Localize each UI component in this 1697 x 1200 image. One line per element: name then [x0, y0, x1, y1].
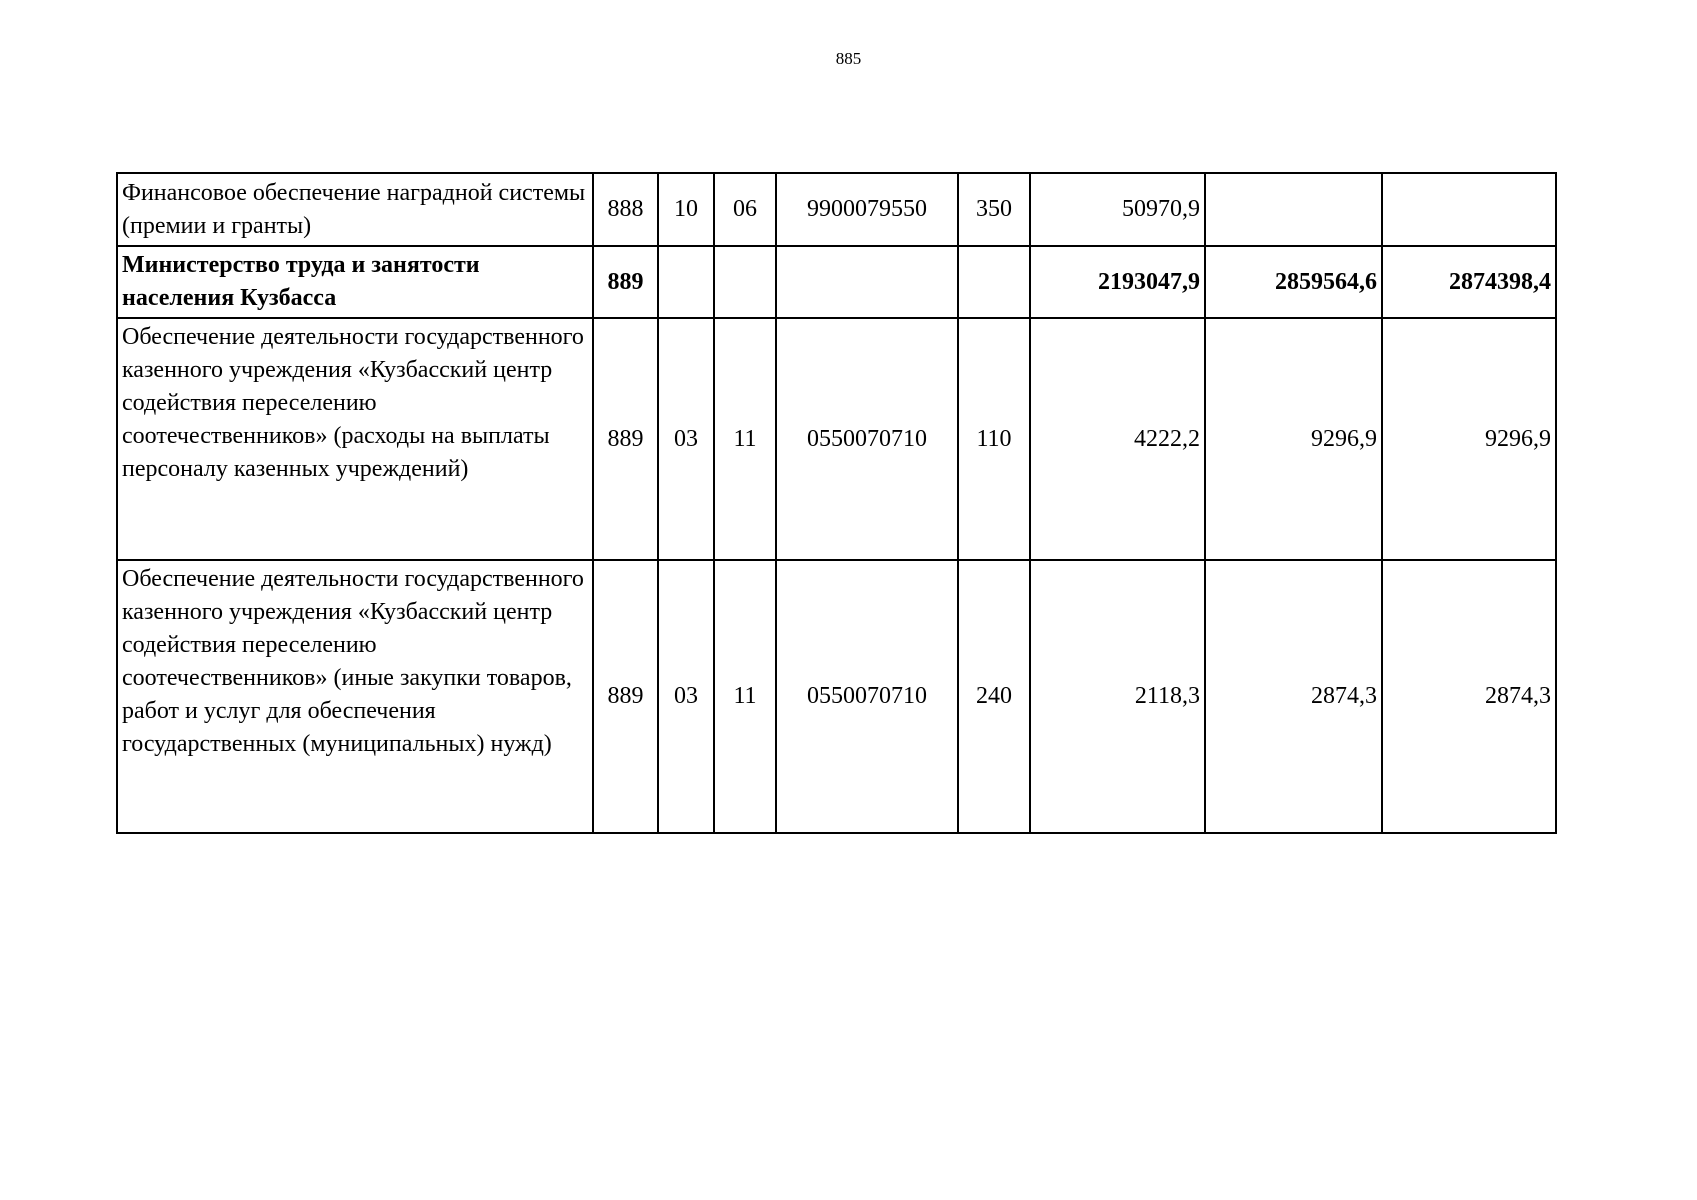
subsection-code: 06 — [714, 173, 776, 246]
amount-year-3: 9296,9 — [1382, 318, 1556, 560]
amount-year-3 — [1382, 173, 1556, 246]
amount-year-2: 2859564,6 — [1205, 246, 1382, 318]
expense-type-code — [958, 246, 1030, 318]
budget-table — [116, 172, 1557, 834]
expense-type-code: 350 — [958, 173, 1030, 246]
section-code: 03 — [658, 318, 714, 560]
grbs-code: 889 — [593, 560, 658, 833]
table-row — [117, 560, 1556, 833]
amount-year-3: 2874,3 — [1382, 560, 1556, 833]
expense-type-code: 110 — [958, 318, 1030, 560]
section-code: 10 — [658, 173, 714, 246]
grbs-code: 888 — [593, 173, 658, 246]
subsection-code: 11 — [714, 318, 776, 560]
subsection-code — [714, 246, 776, 318]
subsection-code: 11 — [714, 560, 776, 833]
row-name: Обеспечение деятельности государственного казенного учреждения «Кузбасский центр содействия переселению соотечественников» (расходы на выплаты персоналу казенных учреждений) — [117, 318, 593, 560]
table-row — [117, 318, 1556, 560]
amount-year-1: 2118,3 — [1030, 560, 1205, 833]
target-article-code — [776, 246, 958, 318]
amount-year-2: 9296,9 — [1205, 318, 1382, 560]
grbs-code: 889 — [593, 246, 658, 318]
row-name: Обеспечение деятельности государственного казенного учреждения «Кузбасский центр содействия переселению соотечественников» (иные закупки товаров, работ и услуг для обеспечения государственных (муниципальных) нужд) — [117, 560, 593, 833]
grbs-code: 889 — [593, 318, 658, 560]
amount-year-2: 2874,3 — [1205, 560, 1382, 833]
target-article-code: 0550070710 — [776, 560, 958, 833]
target-article-code: 0550070710 — [776, 318, 958, 560]
expense-type-code: 240 — [958, 560, 1030, 833]
amount-year-1: 2193047,9 — [1030, 246, 1205, 318]
section-code — [658, 246, 714, 318]
amount-year-2 — [1205, 173, 1382, 246]
section-code: 03 — [658, 560, 714, 833]
amount-year-1: 50970,9 — [1030, 173, 1205, 246]
page-number: 885 — [835, 49, 862, 68]
table-row — [117, 173, 1556, 246]
table-row-ministry — [117, 246, 1556, 318]
row-name: Финансовое обеспечение наградной системы (премии и гранты) — [117, 173, 593, 246]
row-name: Министерство труда и занятости населения Кузбасса — [117, 246, 593, 318]
amount-year-3: 2874398,4 — [1382, 246, 1556, 318]
target-article-code: 9900079550 — [776, 173, 958, 246]
amount-year-1: 4222,2 — [1030, 318, 1205, 560]
